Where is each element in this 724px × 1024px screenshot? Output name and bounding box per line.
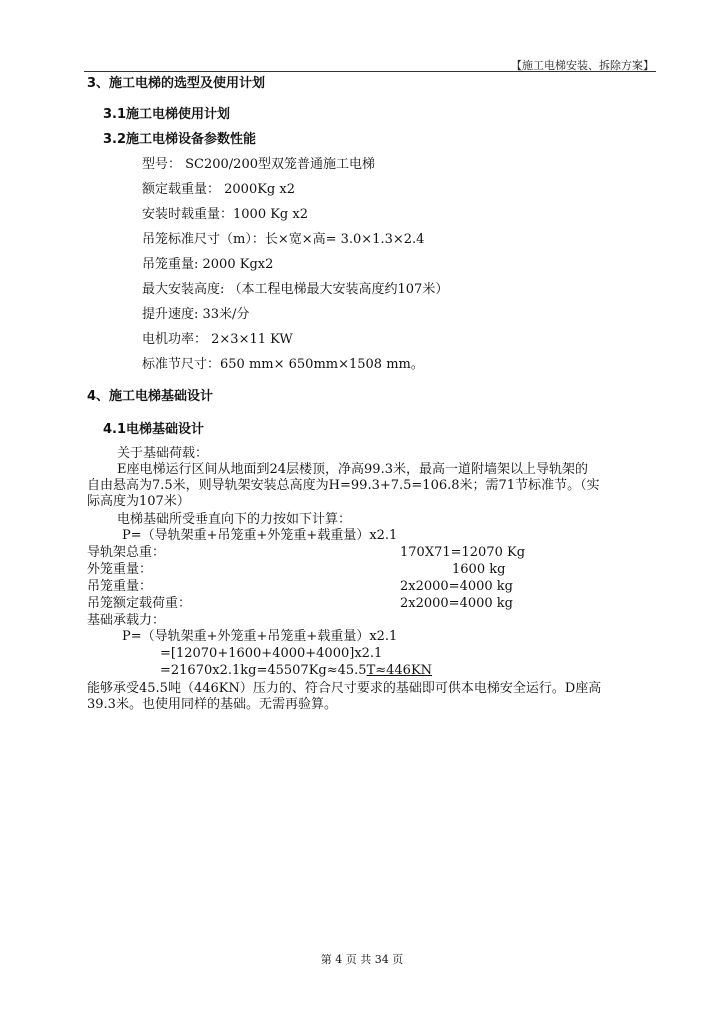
para1-line3: 际高度为107米） (87, 494, 190, 509)
calc-intro: 电梯基础所受垂直向下的力按如下计算： (117, 512, 352, 527)
param-install-load: 安装时载重量：1000 Kg x2 (142, 207, 308, 222)
param-rated-load: 额定载重量： 2000Kg x2 (142, 182, 295, 197)
section-3-2-heading: 3.2施工电梯设备参数性能 (103, 132, 257, 147)
page-footer: 第 4 页 共 34 页 (320, 953, 404, 966)
section-4-1-heading: 4.1电梯基础设计 (103, 422, 205, 437)
param-motor-power: 电机功率： 2×3×11 KW (142, 332, 293, 347)
section-4-heading: 4、施工电梯基础设计 (87, 389, 214, 404)
formula-4-result: T≈446KN (366, 663, 433, 678)
conclusion-line1: 能够承受45.5吨（446KN）压力的、符合尺寸要求的基础即可供本电梯安全运行。D座高 (87, 681, 602, 696)
load-value-cage: 2x2000=4000 kg (400, 579, 513, 594)
header-rule (84, 71, 656, 72)
para1-line1: E座电梯运行区间从地面到24层楼顶，净高99.3米，最高一道附墙架以上导轨架的 (117, 462, 588, 477)
load-label-outer-cage: 外笼重量： (87, 562, 153, 577)
param-cage-size: 吊笼标准尺寸（m）：长×宽×高= 3.0×1.3×2.4 (142, 232, 425, 247)
param-cage-weight: 吊笼重量: 2000 Kgx2 (142, 257, 274, 272)
param-model: 型号： SC200/200型双笼普通施工电梯 (142, 157, 375, 172)
param-section-size: 标准节尺寸：650 mm× 650mm×1508 mm。 (142, 357, 424, 372)
load-value-outer-cage: 1600 kg (452, 562, 506, 577)
header-title: 【施工电梯安装、拆除方案】 (511, 59, 654, 72)
formula-4-prefix: =21670x2.1kg=45507Kg≈45.5 (160, 663, 367, 678)
load-label-rail: 导轨架总重： (87, 545, 166, 560)
load-value-rail: 170X71=12070 Kg (400, 545, 526, 560)
load-intro: 关于基础荷载： (117, 446, 209, 461)
formula-4 (160, 663, 432, 679)
load-value-rated-load: 2x2000=4000 kg (400, 596, 513, 611)
para1-line2: 自由悬高为7.5米，则导轨架安装总高度为H=99.3+7.5=106.8米；需71节标准节。（实 (87, 478, 600, 493)
formula-1: P=（导轨架重+吊笼重+外笼重+载重量）x2.1 (122, 528, 398, 543)
param-max-height: 最大安装高度: （本工程电梯最大安装高度约107米） (142, 282, 449, 297)
param-speed: 提升速度: 33米/分 (142, 307, 250, 322)
load-label-rated-load: 吊笼额定载荷重： (87, 596, 192, 611)
section-3-heading: 3、施工电梯的选型及使用计划 (87, 76, 266, 91)
load-label-cage: 吊笼重量： (87, 579, 153, 594)
conclusion-line2: 39.3米。也使用同样的基础。无需再验算。 (87, 697, 337, 712)
section-3-1-heading: 3.1施工电梯使用计划 (103, 107, 231, 122)
capacity-label: 基础承载力： (87, 613, 166, 628)
formula-2: P=（导轨架重+外笼重+吊笼重+载重量）x2.1 (122, 629, 398, 644)
formula-3: =[12070+1600+4000+4000]x2.1 (160, 646, 383, 661)
